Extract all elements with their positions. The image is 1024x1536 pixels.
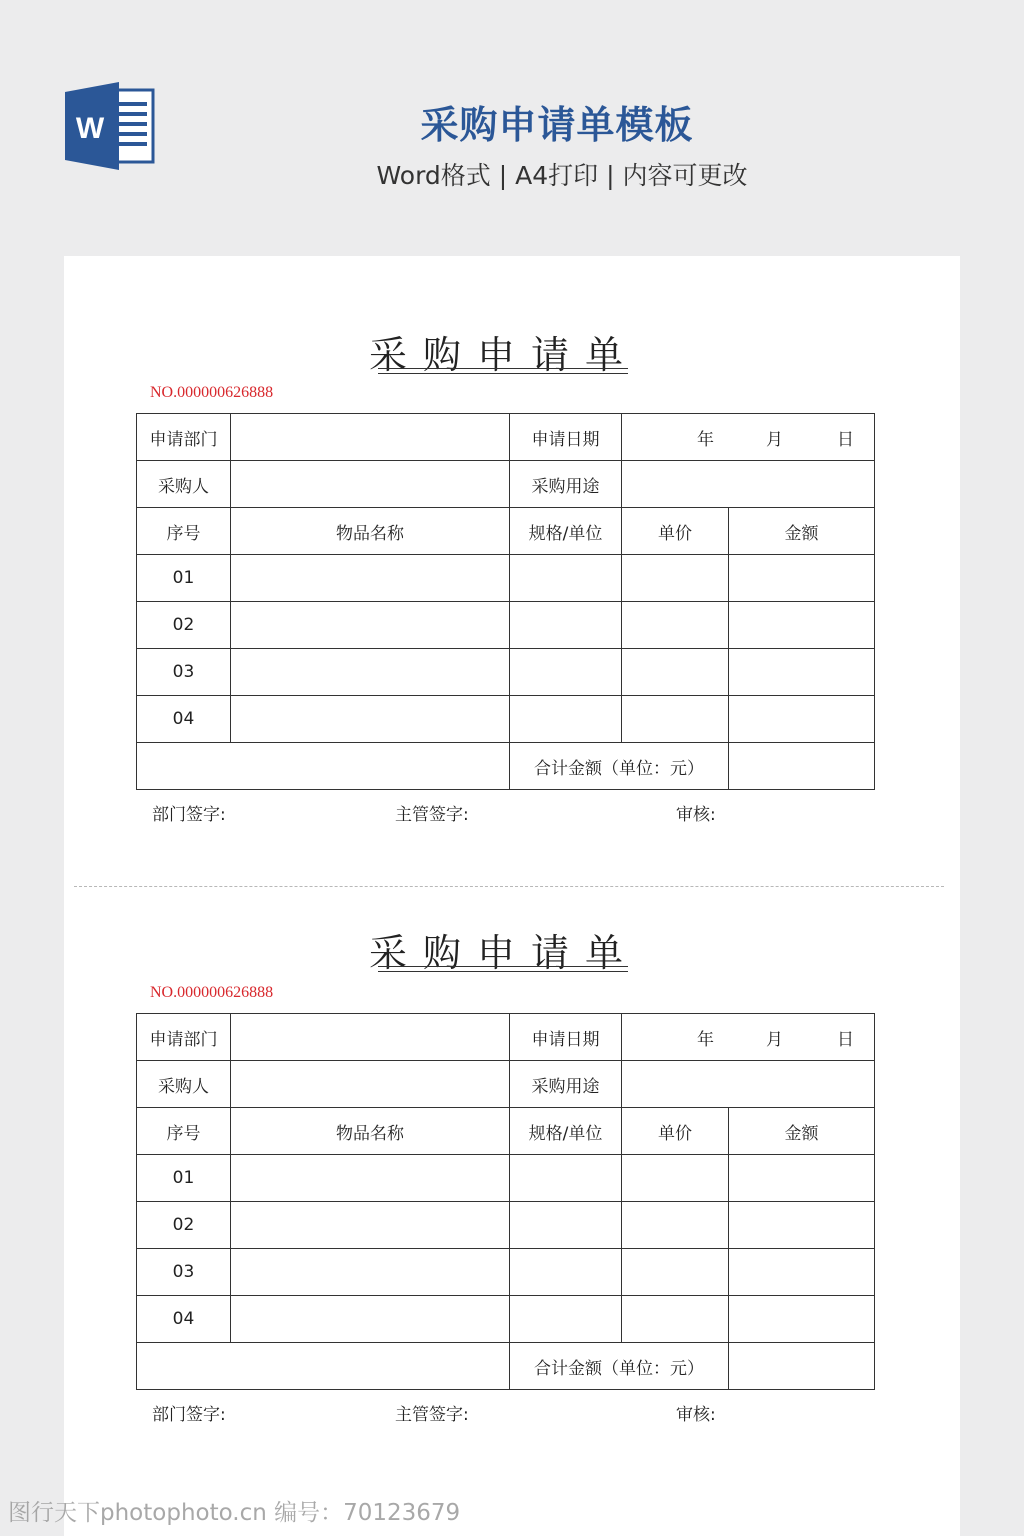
- total-amount-cell[interactable]: [729, 743, 875, 790]
- spec-cell[interactable]: [510, 696, 622, 743]
- col-header-unit-price: 单价: [622, 1108, 729, 1155]
- table-row: [137, 461, 875, 508]
- col-header-item-name: 物品名称: [231, 1108, 510, 1155]
- form-title: 采购申请单: [368, 333, 639, 377]
- price-cell[interactable]: [622, 1296, 729, 1343]
- buyer-label: 采购人: [137, 1061, 231, 1108]
- dept-label: 申请部门: [137, 414, 231, 461]
- row-index: 01: [137, 555, 231, 602]
- row-index: 04: [137, 1296, 231, 1343]
- col-header-spec-unit: 规格/单位: [510, 508, 622, 555]
- table-header-row: [137, 508, 875, 555]
- table-row: [137, 555, 875, 602]
- item-name-cell[interactable]: [231, 1155, 510, 1202]
- date-input[interactable]: [622, 1014, 875, 1061]
- document-paper: [64, 256, 960, 1536]
- total-row: [137, 1343, 875, 1390]
- page-title: 采购申请单模板: [420, 103, 694, 147]
- spec-cell[interactable]: [510, 1155, 622, 1202]
- total-row: [137, 743, 875, 790]
- col-header-index: 序号: [137, 508, 231, 555]
- spec-cell[interactable]: [510, 602, 622, 649]
- row-index: 04: [137, 696, 231, 743]
- spec-cell[interactable]: [510, 1202, 622, 1249]
- purpose-input[interactable]: [622, 461, 875, 508]
- col-header-item-name: 物品名称: [231, 508, 510, 555]
- purchase-form-2: [64, 854, 960, 1425]
- table-row: [137, 602, 875, 649]
- dept-signature-label: 部门签字:: [152, 1405, 226, 1425]
- review-label: 审核:: [676, 1405, 716, 1425]
- date-day: 日: [837, 429, 854, 450]
- buyer-input[interactable]: [231, 461, 510, 508]
- manager-signature-label: 主管签字:: [395, 805, 469, 825]
- amount-cell[interactable]: [729, 1296, 875, 1343]
- form-table: [136, 1013, 875, 1390]
- date-month: 月: [766, 1029, 783, 1050]
- date-month: 月: [766, 429, 783, 450]
- table-row: [137, 696, 875, 743]
- date-input[interactable]: [622, 414, 875, 461]
- row-index: 02: [137, 1202, 231, 1249]
- amount-cell[interactable]: [729, 1202, 875, 1249]
- date-label: 申请日期: [510, 414, 622, 461]
- form-number: NO.000000626888: [150, 984, 274, 1001]
- item-name-cell[interactable]: [231, 696, 510, 743]
- price-cell[interactable]: [622, 1249, 729, 1296]
- spec-cell[interactable]: [510, 555, 622, 602]
- col-header-unit-price: 单价: [622, 508, 729, 555]
- item-name-cell[interactable]: [231, 602, 510, 649]
- amount-cell[interactable]: [729, 602, 875, 649]
- table-row: [137, 414, 875, 461]
- dept-input[interactable]: [231, 414, 510, 461]
- price-cell[interactable]: [622, 696, 729, 743]
- buyer-input[interactable]: [231, 1061, 510, 1108]
- row-index: 03: [137, 649, 231, 696]
- table-row: [137, 1014, 875, 1061]
- item-name-cell[interactable]: [231, 555, 510, 602]
- item-name-cell[interactable]: [231, 1202, 510, 1249]
- review-label: 审核:: [676, 805, 716, 825]
- purchase-form-1: [64, 256, 960, 825]
- row-index: 03: [137, 1249, 231, 1296]
- amount-cell[interactable]: [729, 1155, 875, 1202]
- spec-cell[interactable]: [510, 1249, 622, 1296]
- row-index: 01: [137, 1155, 231, 1202]
- price-cell[interactable]: [622, 649, 729, 696]
- amount-cell[interactable]: [729, 696, 875, 743]
- date-year: 年: [697, 1029, 714, 1050]
- form-table: [136, 413, 875, 790]
- manager-signature-label: 主管签字:: [395, 1405, 469, 1425]
- row-index: 02: [137, 602, 231, 649]
- title-double-underline: [378, 368, 628, 374]
- signature-row: [64, 800, 960, 824]
- dept-label: 申请部门: [137, 1014, 231, 1061]
- watermark-text: 图行天下photophoto.cn 编号：70123679: [8, 1500, 461, 1526]
- form-number: NO.000000626888: [150, 384, 274, 401]
- dept-signature-label: 部门签字:: [152, 805, 226, 825]
- col-header-spec-unit: 规格/单位: [510, 1108, 622, 1155]
- total-blank-cell: [137, 743, 510, 790]
- table-row: [137, 649, 875, 696]
- page-subtitle: Word格式 | A4打印 | 内容可更改: [376, 161, 748, 190]
- purpose-input[interactable]: [622, 1061, 875, 1108]
- total-blank-cell: [137, 1343, 510, 1390]
- table-row: [137, 1155, 875, 1202]
- purpose-label: 采购用途: [510, 461, 622, 508]
- date-label: 申请日期: [510, 1014, 622, 1061]
- col-header-index: 序号: [137, 1108, 231, 1155]
- spec-cell[interactable]: [510, 1296, 622, 1343]
- total-label: 合计金额（单位：元）: [510, 743, 729, 790]
- price-cell[interactable]: [622, 555, 729, 602]
- spec-cell[interactable]: [510, 649, 622, 696]
- table-row: [137, 1061, 875, 1108]
- item-name-cell[interactable]: [231, 1296, 510, 1343]
- item-name-cell[interactable]: [231, 1249, 510, 1296]
- table-row: [137, 1202, 875, 1249]
- col-header-amount: 金额: [729, 508, 875, 555]
- item-name-cell[interactable]: [231, 649, 510, 696]
- table-row: [137, 1296, 875, 1343]
- date-day: 日: [837, 1029, 854, 1050]
- amount-cell[interactable]: [729, 555, 875, 602]
- col-header-amount: 金额: [729, 1108, 875, 1155]
- amount-cell[interactable]: [729, 649, 875, 696]
- logo-letter: W: [75, 112, 105, 145]
- purpose-label: 采购用途: [510, 1061, 622, 1108]
- total-amount-cell[interactable]: [729, 1343, 875, 1390]
- table-row: [137, 1249, 875, 1296]
- date-year: 年: [697, 429, 714, 450]
- buyer-label: 采购人: [137, 461, 231, 508]
- dept-input[interactable]: [231, 1014, 510, 1061]
- amount-cell[interactable]: [729, 1249, 875, 1296]
- signature-row: [64, 1400, 960, 1424]
- total-label: 合计金额（单位：元）: [510, 1343, 729, 1390]
- price-cell[interactable]: [622, 1155, 729, 1202]
- table-header-row: [137, 1108, 875, 1155]
- price-cell[interactable]: [622, 1202, 729, 1249]
- form-title: 采购申请单: [368, 931, 639, 975]
- price-cell[interactable]: [622, 602, 729, 649]
- title-double-underline: [378, 966, 628, 972]
